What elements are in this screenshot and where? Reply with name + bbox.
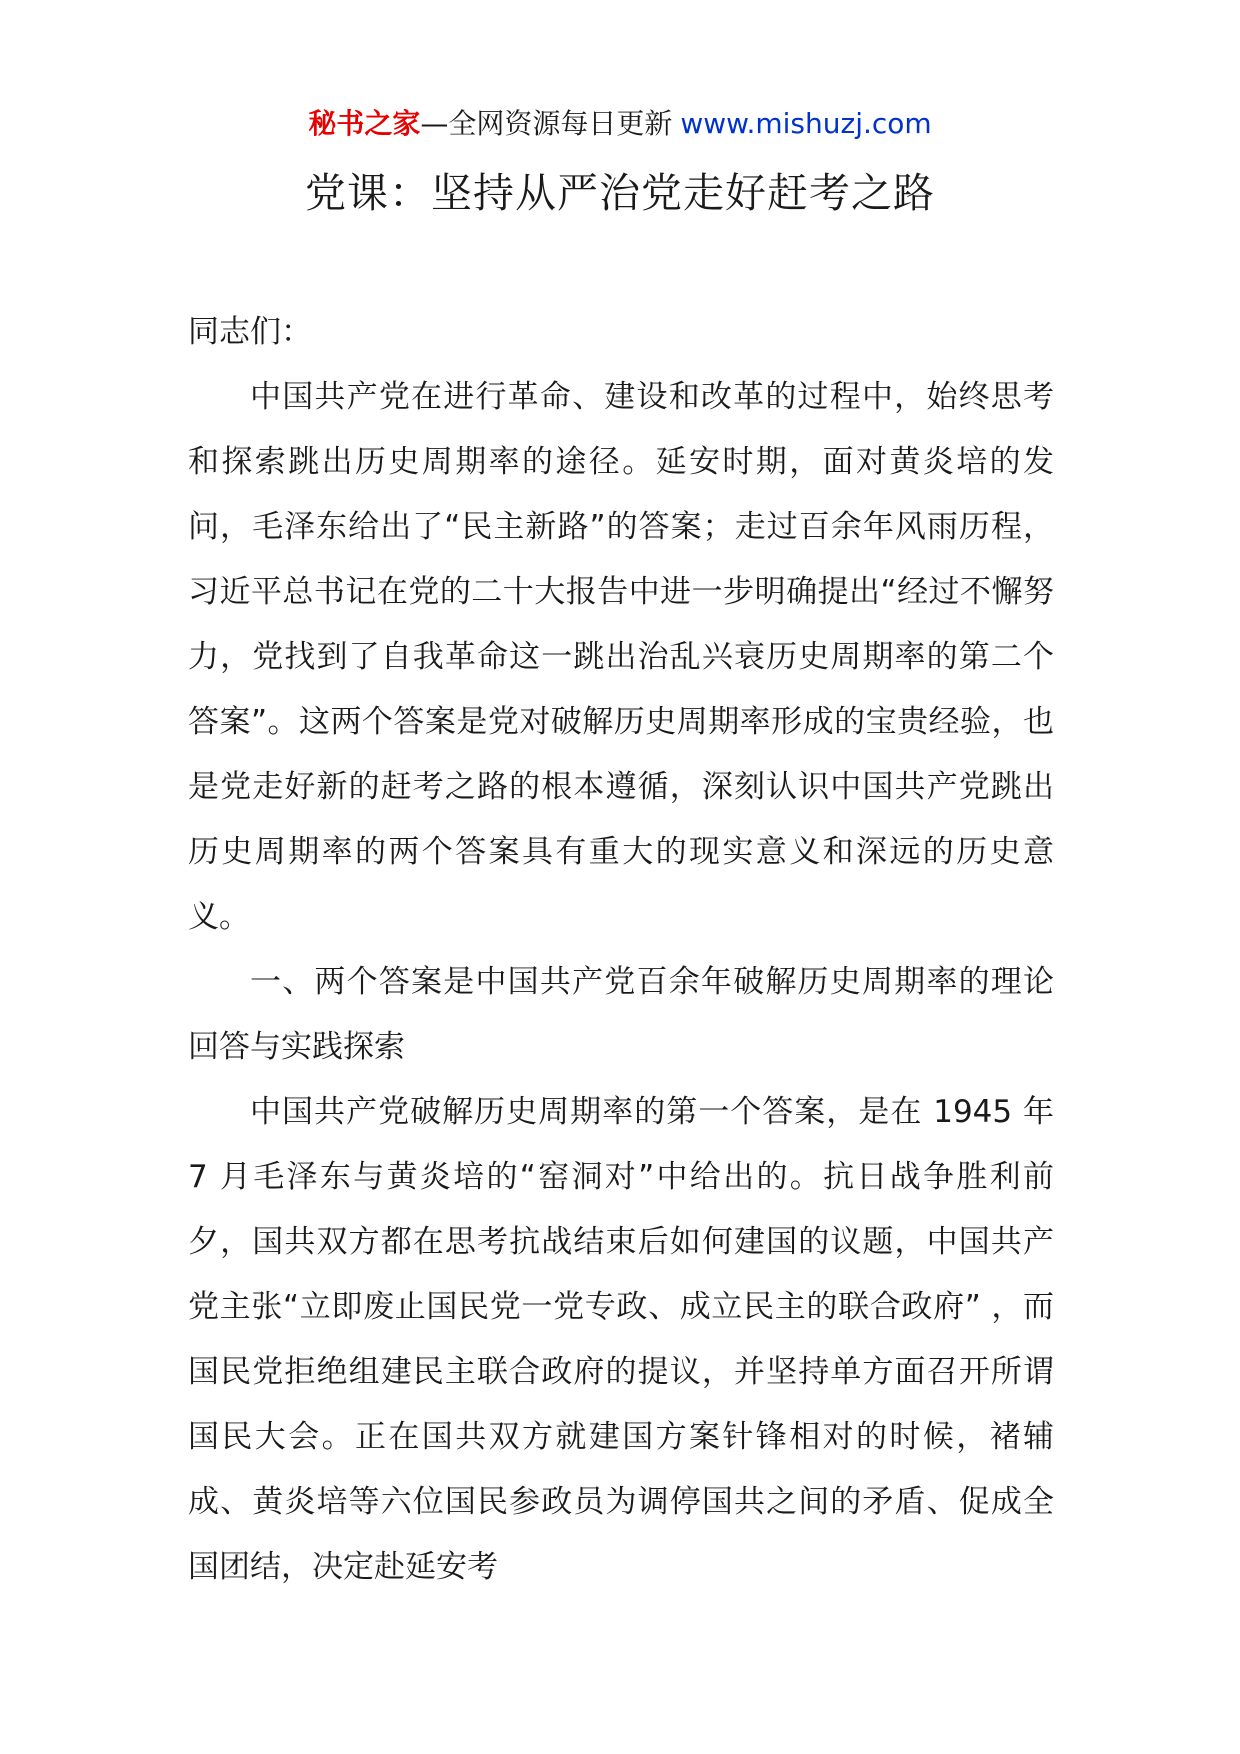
body-paragraph-first-answer: 中国共产党破解历史周期率的第一个答案，是在 1945 年 7 月毛泽东与黄炎培的“窑洞对”中给出的。抗日战争胜利前夕，国共双方都在思考抗战结束后如何建国的议题，中国共产党主张“立即废止国民党一党专政、成立民主的联合政府” ，而国民党拒绝组建民主联合政府的提议，并坚持单方面召开所谓国民大会。正在国共双方就建国方案针锋相对的时候，褚辅成、黄炎培等六位国民参政员为调停国共之间的矛盾、促成全国团结，决定赴延安考 xyxy=(188,1094,1054,1585)
header-tagline: —全网资源每日更新 xyxy=(420,107,673,140)
brand-name: 秘书之家 xyxy=(308,107,421,140)
document-title: 党课：坚持从严治党走好赶考之路 xyxy=(305,169,935,217)
section-heading-one: 一、两个答案是中国共产党百余年破解历史周期率的理论回答与实践探索 xyxy=(188,964,1054,1065)
salutation: 同志们： xyxy=(188,314,312,350)
body-paragraph-intro: 中国共产党在进行革命、建设和改革的过程中，始终思考和探索跳出历史周期率的途径。延安时期，面对黄炎培的发问，毛泽东给出了“民主新路”的答案；走过百余年风雨历程，习近平总书记在党的二十大报告中进一步明确提出“经过不懈努力，党找到了自我革命这一跳出治乱兴衰历史周期率的第二个答案”。这两个答案是党对破解历史周期率形成的宝贵经验，也是党走好新的赶考之路的根本遵循，深刻认识中国共产党跳出历史周期率的两个答案具有重大的现实意义和深远的历史意义。 xyxy=(188,379,1054,935)
site-header xyxy=(0,104,1240,144)
site-url-link[interactable]: www.mishuzj.com xyxy=(680,107,932,140)
document-body xyxy=(188,300,1054,1600)
